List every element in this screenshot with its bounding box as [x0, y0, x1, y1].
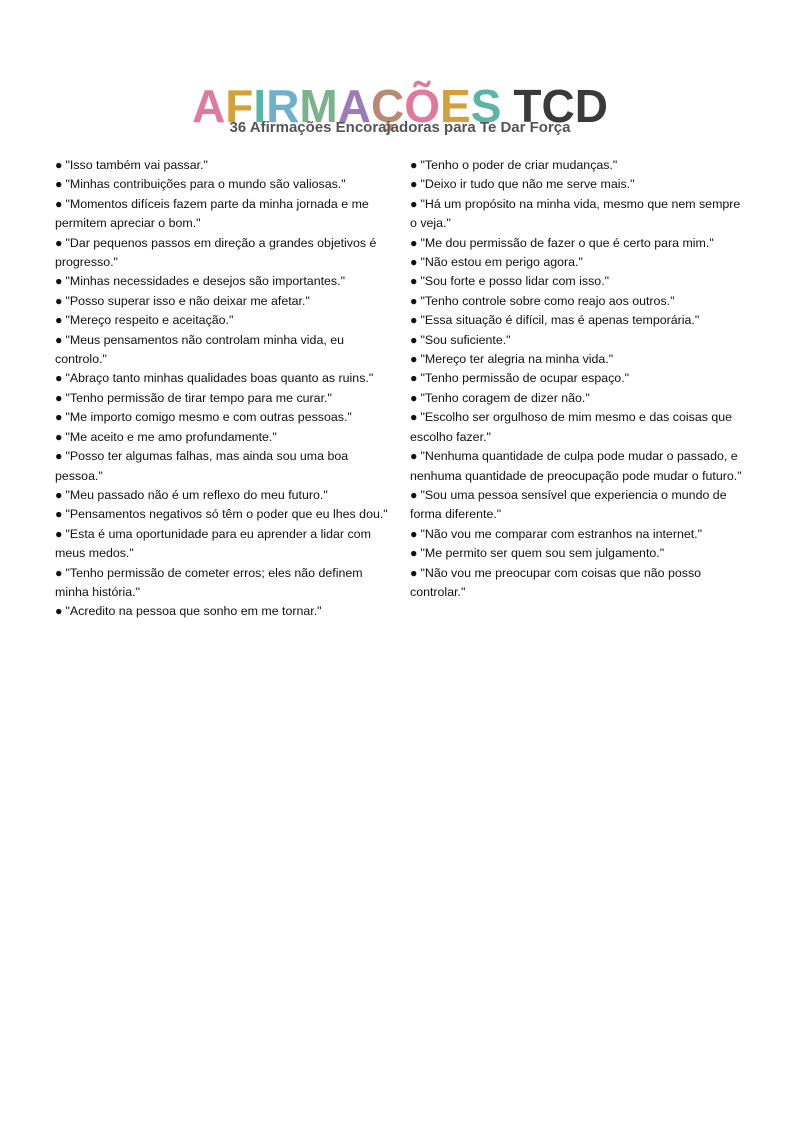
- title-letter: Ç: [370, 79, 405, 132]
- affirmation-item: [410, 292, 750, 311]
- affirmation-text: "Escolho ser orgulhoso de mim mesmo e das coisas que escolho fazer.": [410, 410, 733, 444]
- title-letter: I: [253, 79, 267, 132]
- affirmation-item: [410, 564, 750, 603]
- bullet-icon: ●: [410, 293, 418, 308]
- affirmation-text: "Deixo ir tudo que não me serve mais.": [420, 177, 635, 192]
- bullet-icon: ●: [410, 410, 418, 425]
- title-letter: A: [337, 79, 371, 132]
- bullet-icon: ●: [55, 429, 63, 444]
- affirmation-text: "Sou forte e posso lidar com isso.": [420, 274, 610, 289]
- affirmation-item: [55, 195, 395, 234]
- title-letter: A: [192, 79, 226, 132]
- bullet-icon: ●: [410, 565, 418, 580]
- affirmation-item: [55, 486, 395, 505]
- affirmation-item: [410, 311, 750, 330]
- title-letter: R: [266, 79, 300, 132]
- affirmation-text: "Tenho controle sobre como reajo aos outros.": [420, 293, 675, 308]
- bullet-icon: ●: [55, 604, 63, 619]
- affirmation-item: [410, 544, 750, 563]
- affirmation-text: "Mereço respeito e aceitação.": [65, 313, 234, 328]
- affirmation-text: "Não vou me preocupar com coisas que não posso controlar.": [410, 565, 702, 599]
- bullet-icon: ●: [410, 352, 418, 367]
- affirmation-item: [410, 389, 750, 408]
- affirmation-item: [410, 408, 750, 447]
- affirmation-item: [55, 564, 395, 603]
- affirmation-text: "Tenho coragem de dizer não.": [420, 390, 590, 405]
- affirmation-item: [410, 369, 750, 388]
- affirmation-item: [55, 175, 395, 194]
- affirmation-item: [55, 505, 395, 524]
- subtitle: 36 Afirmações Encorajadoras para Te Dar Força: [229, 119, 571, 136]
- bullet-icon: ●: [55, 371, 63, 386]
- affirmation-item: [410, 156, 750, 175]
- affirmation-item: [410, 195, 750, 234]
- bullet-icon: ●: [410, 390, 418, 405]
- bullet-icon: ●: [410, 196, 418, 211]
- affirmation-text: "Não estou em perigo agora.": [420, 255, 583, 270]
- affirmation-item: [410, 175, 750, 194]
- affirmations-right-column: [410, 156, 750, 602]
- affirmation-item: [55, 428, 395, 447]
- bullet-icon: ●: [55, 487, 63, 502]
- affirmation-text: "Momentos difíceis fazem parte da minha jornada e me permitem apreciar o bom.": [55, 196, 369, 231]
- affirmation-item: [55, 525, 395, 564]
- affirmation-text: "Me aceito e me amo profundamente.": [65, 429, 277, 444]
- affirmation-text: "Nenhuma quantidade de culpa pode mudar o passado, e nenhuma quantidade de preocupação pode mudar o futuro.": [410, 449, 742, 483]
- affirmation-text: "Tenho o poder de criar mudanças.": [420, 158, 618, 172]
- affirmation-text: "Sou uma pessoa sensível que experiencia o mundo de forma diferente.": [410, 487, 727, 522]
- affirmation-text: "Essa situação é difícil, mas é apenas temporária.": [420, 313, 700, 328]
- bullet-icon: ●: [55, 274, 63, 289]
- bullet-icon: ●: [55, 526, 63, 541]
- bullet-icon: ●: [410, 235, 418, 250]
- affirmation-item: [410, 447, 750, 486]
- bullet-icon: ●: [410, 177, 418, 192]
- bullet-icon: ●: [55, 332, 63, 347]
- affirmation-text: "Não vou me comparar com estranhos na internet.": [420, 526, 703, 541]
- bullet-icon: ●: [410, 158, 418, 172]
- title-suffix: TCD: [513, 79, 608, 132]
- affirmation-text: "Sou suficiente.": [420, 332, 511, 347]
- affirmation-text: "Posso ter algumas falhas, mas ainda sou uma boa pessoa.": [55, 449, 349, 483]
- bullet-icon: ●: [55, 449, 63, 464]
- affirmation-text: "Meus pensamentos não controlam minha vida, eu controlo.": [55, 332, 345, 367]
- affirmation-text: "Me importo comigo mesmo e com outras pessoas.": [65, 410, 352, 425]
- affirmation-item: [410, 350, 750, 369]
- bullet-icon: ●: [55, 177, 63, 192]
- affirmation-text: "Dar pequenos passos em direção a grandes objetivos é progresso.": [55, 235, 377, 270]
- bullet-icon: ●: [410, 255, 418, 270]
- title-letter: S: [470, 79, 502, 132]
- affirmation-text: "Esta é uma oportunidade para eu aprender a lidar com meus medos.": [55, 526, 371, 561]
- title-letter: M: [299, 79, 338, 132]
- bullet-icon: ●: [410, 274, 418, 289]
- affirmation-text: "Acredito na pessoa que sonho em me tornar.": [65, 604, 322, 619]
- affirmation-text: "Me permito ser quem sou sem julgamento.": [420, 546, 665, 561]
- bullet-icon: ●: [55, 390, 63, 405]
- affirmation-item: [55, 272, 395, 291]
- title-letter: Õ: [404, 79, 440, 132]
- affirmation-text: "Há um propósito na minha vida, mesmo que nem sempre o veja.": [410, 196, 741, 231]
- bullet-icon: ●: [55, 410, 63, 425]
- title-letter: F: [225, 79, 254, 132]
- affirmation-text: "Pensamentos negativos só têm o poder que eu lhes dou.": [65, 507, 388, 522]
- bullet-icon: ●: [410, 332, 418, 347]
- affirmation-item: [410, 272, 750, 291]
- affirmation-item: [410, 253, 750, 272]
- affirmation-text: "Meu passado não é um reflexo do meu futuro.": [65, 487, 328, 502]
- bullet-icon: ●: [410, 449, 418, 464]
- affirmation-item: [55, 311, 395, 330]
- affirmation-text: "Tenho permissão de ocupar espaço.": [420, 371, 630, 386]
- affirmation-item: [55, 331, 395, 370]
- affirmation-item: [410, 525, 750, 544]
- bullet-icon: ●: [55, 196, 63, 211]
- affirmation-text: "Abraço tanto minhas qualidades boas quanto as ruins.": [65, 371, 374, 386]
- affirmation-item: [410, 234, 750, 253]
- bullet-icon: ●: [410, 371, 418, 386]
- affirmations-left-column: [55, 156, 395, 622]
- bullet-icon: ●: [410, 546, 418, 561]
- affirmation-item: [55, 156, 395, 175]
- affirmation-item: [55, 389, 395, 408]
- affirmation-item: [55, 234, 395, 273]
- bullet-icon: ●: [410, 526, 418, 541]
- affirmation-text: "Posso superar isso e não deixar me afetar.": [65, 293, 310, 308]
- affirmation-item: [55, 408, 395, 427]
- affirmation-item: [55, 369, 395, 388]
- affirmation-text: "Mereço ter alegria na minha vida.": [420, 352, 614, 367]
- bullet-icon: ●: [55, 158, 63, 172]
- affirmation-text: "Tenho permissão de cometer erros; eles não definem minha história.": [55, 565, 363, 599]
- bullet-icon: ●: [55, 235, 63, 250]
- bullet-icon: ●: [55, 313, 63, 328]
- bullet-icon: ●: [410, 313, 418, 328]
- affirmation-text: "Minhas contribuições para o mundo são valiosas.": [65, 177, 346, 192]
- bullet-icon: ●: [410, 487, 418, 502]
- affirmation-item: [410, 486, 750, 525]
- affirmation-text: "Isso também vai passar.": [65, 158, 208, 172]
- bullet-icon: ●: [55, 293, 63, 308]
- bullet-icon: ●: [55, 507, 63, 522]
- affirmation-item: [55, 292, 395, 311]
- affirmation-item: [410, 331, 750, 350]
- title-letter: E: [440, 79, 471, 132]
- affirmation-text: "Minhas necessidades e desejos são importantes.": [65, 274, 345, 289]
- affirmation-item: [55, 447, 395, 486]
- affirmation-text: "Me dou permissão de fazer o que é certo para mim.": [420, 235, 714, 250]
- affirmation-text: "Tenho permissão de tirar tempo para me curar.": [65, 390, 332, 405]
- affirmation-item: [55, 602, 395, 621]
- bullet-icon: ●: [55, 565, 63, 580]
